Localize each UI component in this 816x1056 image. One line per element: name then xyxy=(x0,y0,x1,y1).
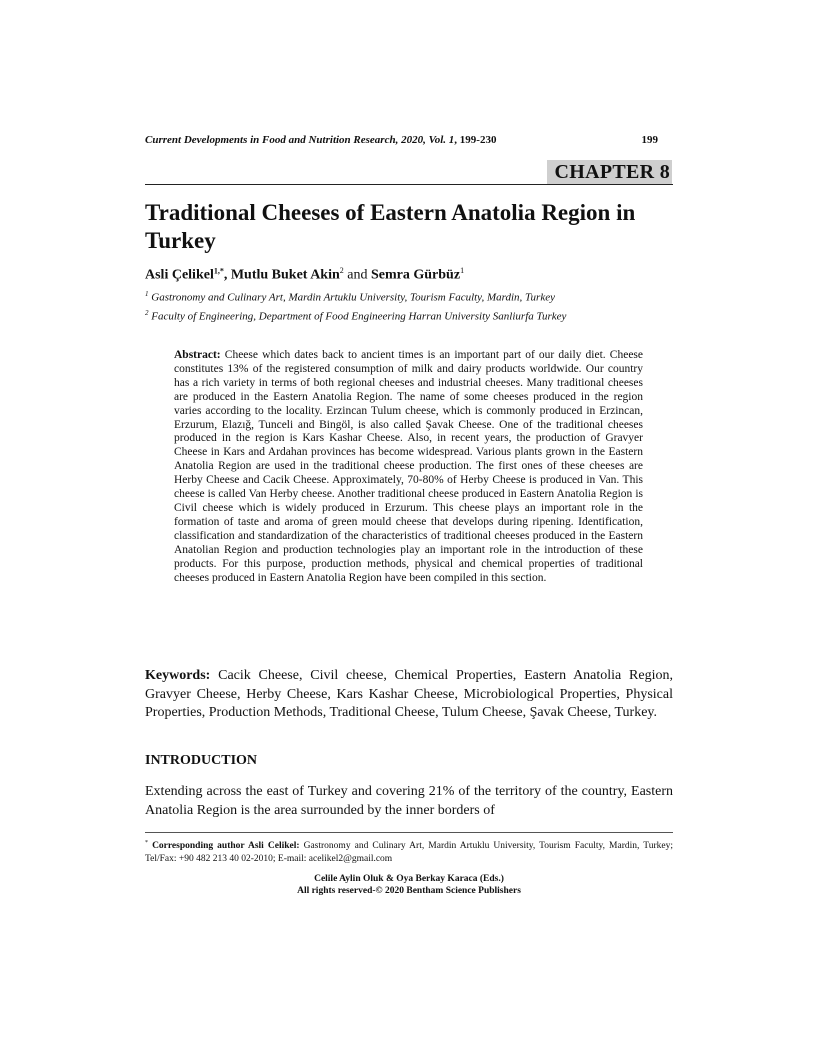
footnote-divider xyxy=(145,832,673,833)
chapter-divider xyxy=(145,184,673,185)
author-separator: and xyxy=(343,267,371,283)
page-range: , 199-230 xyxy=(454,134,497,146)
chapter-label: CHAPTER 8 xyxy=(547,160,672,184)
journal-volume: Vol. 1 xyxy=(428,134,455,146)
affiliation-mark: 1 xyxy=(145,290,149,298)
section-heading: INTRODUCTION xyxy=(145,753,258,768)
corresponding-author-footnote xyxy=(145,837,673,865)
affiliation xyxy=(145,306,673,324)
author-name: Semra Gürbüz xyxy=(371,267,461,283)
rights-line: All rights reserved-© 2020 Bentham Science Publishers xyxy=(297,886,521,896)
paper-title: Traditional Cheeses of Eastern Anatolia Region in Turkey xyxy=(145,200,636,253)
abstract xyxy=(174,349,643,585)
author-affiliation-mark: 2 xyxy=(339,266,344,275)
author-separator: , xyxy=(223,267,231,283)
running-header xyxy=(145,133,672,147)
author-list xyxy=(145,262,673,285)
affiliation-text: Gastronomy and Culinary Art, Mardin Artuklu University, Tourism Faculty, Mardin, Turkey xyxy=(151,291,555,304)
abstract-label: Abstract: xyxy=(174,349,221,361)
page-number: 199 xyxy=(641,134,658,146)
affiliation xyxy=(145,287,673,305)
year-separator: , 2020, xyxy=(395,134,429,146)
author-affiliation-mark: 1 xyxy=(460,266,465,275)
abstract-text: Cheese which dates back to ancient times is an important part of our daily diet. Cheese constitutes 13% of the registered consumption of milk and dairy products worldwide. Our country has a rich variety in terms of both regional cheeses and industrial cheeses. Many traditional cheeses are produced in the Eastern Anatolia Region. The name of some cheeses produced in the region varies according to the locality. Erzincan Tulum cheese, which is commonly produced in Erzincan, Erzurum, Elazığ, Tunceli and Bingöl, is also called Şavak Cheese. One of the traditional cheeses produced in the region is Kars Kashar Cheese. Also, in recent years, the production of Gravyer Cheese in Kars and Ardahan provinces has become widespread. Various plants grown in the Eastern Anatolia Region are used in the traditional cheese production. The first ones of these cheeses are Herby Cheese and Cacik Cheese. Approximately, 70-80% of Herby Cheese is produced in Van. This cheese is called Van Herby cheese. Another traditional cheese produced in Eastern Anatolia Region is Civil cheese which is widely produced in Erzurum. This cheese plays an important role in the formation of taste and aroma of green mould cheese that develops during ripening. Identification, classification and standardization of the characteristics of traditional cheeses produced in the Eastern Anatolian Region and production technologies play an important role in the introduction of these products. For this purpose, production methods, physical and chemical properties of traditional cheeses produced in Eastern Anatolia Region have been compiled in this section. xyxy=(174,349,644,584)
author-affiliation-mark: 1,* xyxy=(213,266,224,275)
footnote-text: Gastronomy and Culinary Art, Mardin Artuklu University, Tourism Faculty, Mardin, Turkey; Tel/Fax: +90 482 213 40 02-2010; E-mail: acelikel2@gmail.com xyxy=(145,841,674,864)
publisher-info xyxy=(145,873,673,897)
footnote-mark: * xyxy=(145,840,148,846)
footnote-label: Corresponding author Asli Celikel: xyxy=(152,841,300,852)
keywords-text: Cacik Cheese, Civil cheese, Chemical Properties, Eastern Anatolia Region, Gravyer Cheese, Herby Cheese, Kars Kashar Cheese, Microbiological Properties, Physical Properties, Production Methods, Traditional Cheese, Tulum Cheese, Şavak Cheese, Turkey. xyxy=(145,668,673,721)
author-name: Asli Çelikel xyxy=(145,267,214,283)
affiliation-mark: 2 xyxy=(145,309,149,317)
affiliation-text: Faculty of Engineering, Department of Food Engineering Harran University Sanliurfa Turkey xyxy=(151,310,567,323)
keywords-label: Keywords: xyxy=(145,668,211,683)
author-name: Mutlu Buket Akin xyxy=(230,267,340,283)
journal-title: Current Developments in Food and Nutrition Research xyxy=(145,134,396,146)
introduction-paragraph: Extending across the east of Turkey and covering 21% of the territory of the country, Eastern Anatolia Region is the area surrounded by the inner borders of xyxy=(145,784,673,818)
editors-line: Celile Aylin Oluk & Oya Berkay Karaca (Eds.) xyxy=(314,874,504,884)
keywords xyxy=(145,667,673,723)
